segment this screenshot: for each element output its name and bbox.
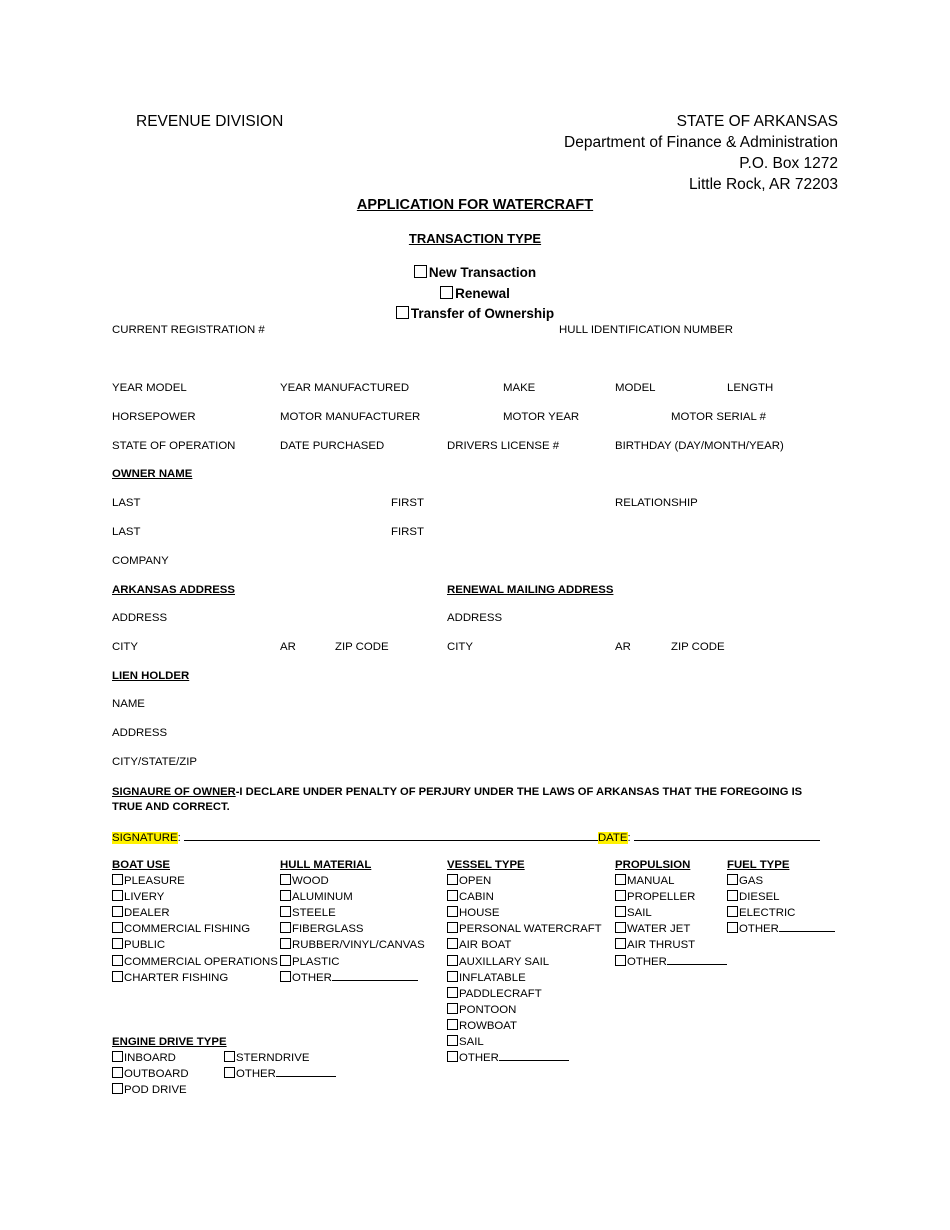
checkbox-icon[interactable] (112, 922, 123, 933)
drivers-license-label: DRIVERS LICENSE # (447, 440, 560, 452)
state-name: STATE OF ARKANSAS (676, 113, 838, 130)
hull-material-option-other[interactable]: OTHER (280, 970, 425, 986)
checkbox-icon[interactable] (447, 890, 458, 901)
ar-address-label: ADDRESS (112, 612, 168, 624)
model-label: MODEL (615, 382, 656, 394)
checkbox-icon[interactable] (447, 987, 458, 998)
transaction-option-transfer[interactable]: Transfer of Ownership (0, 306, 950, 321)
checkbox-icon[interactable] (440, 286, 453, 299)
checkbox-icon[interactable] (727, 874, 738, 885)
checkbox-icon[interactable] (615, 874, 626, 885)
propulsion-group (615, 857, 727, 970)
renewal-address-heading: RENEWAL MAILING ADDRESS (447, 584, 614, 596)
hull-material-option[interactable]: ALUMINUM (280, 889, 425, 905)
renewal-zip-label: ZIP CODE (671, 641, 725, 653)
fuel-type-option[interactable]: ELECTRIC (727, 905, 835, 921)
transaction-option-renewal[interactable]: Renewal (0, 286, 950, 301)
checkbox-icon[interactable] (447, 1051, 458, 1062)
checkbox-icon[interactable] (615, 938, 626, 949)
ar-zip-label: ZIP CODE (335, 641, 389, 653)
form-title: APPLICATION FOR WATERCRAFT (356, 197, 594, 213)
hull-material-option[interactable]: RUBBER/VINYL/CANVAS (280, 937, 425, 953)
checkbox-icon[interactable] (447, 1035, 458, 1046)
vessel-type-option[interactable]: PADDLECRAFT (447, 986, 602, 1002)
other-input[interactable] (276, 1066, 336, 1077)
checkbox-icon[interactable] (280, 955, 291, 966)
checkbox-icon[interactable] (224, 1067, 235, 1078)
owner-name-heading: OWNER NAME (112, 468, 193, 480)
date-label: DATE (597, 832, 628, 844)
signature-label: SIGNATURE (112, 832, 178, 844)
fuel-type-option[interactable]: GAS (727, 873, 835, 889)
signature-row: SIGNATURE: DATE: (112, 829, 820, 844)
propulsion-option[interactable]: MANUAL (615, 873, 727, 889)
checkbox-icon[interactable] (280, 922, 291, 933)
checkbox-icon[interactable] (447, 906, 458, 917)
horsepower-label: HORSEPOWER (112, 411, 196, 423)
lien-address-label: ADDRESS (112, 727, 168, 739)
city-address: Little Rock, AR 72203 (688, 176, 838, 193)
boat-use-option[interactable]: LIVERY (112, 889, 278, 905)
owner-last-label: LAST (112, 497, 141, 509)
checkbox-icon[interactable] (414, 265, 427, 278)
checkbox-icon[interactable] (615, 906, 626, 917)
owner-first-label-2: FIRST (391, 526, 424, 538)
engine-drive-option[interactable]: STERNDRIVE (224, 1050, 336, 1066)
vessel-type-option-other[interactable]: OTHER (447, 1050, 602, 1066)
vessel-type-option[interactable]: PONTOON (447, 1002, 602, 1018)
checkbox-icon[interactable] (112, 874, 123, 885)
checkbox-icon[interactable] (615, 955, 626, 966)
motor-year-label: MOTOR YEAR (503, 411, 580, 423)
boat-use-option[interactable]: COMMERCIAL FISHING (112, 921, 278, 937)
checkbox-icon[interactable] (447, 938, 458, 949)
engine-drive-option[interactable]: OUTBOARD (112, 1066, 227, 1082)
checkbox-icon[interactable] (112, 1083, 123, 1094)
fuel-type-group (727, 857, 835, 937)
fuel-type-heading: FUEL TYPE (727, 859, 790, 871)
boat-use-group (112, 857, 278, 986)
revenue-division: REVENUE DIVISION (136, 113, 284, 130)
transaction-option-new[interactable]: New Transaction (0, 265, 950, 280)
lien-holder-heading: LIEN HOLDER (112, 670, 190, 682)
current-registration-label: CURRENT REGISTRATION # (112, 324, 265, 336)
lien-city-state-zip-label: CITY/STATE/ZIP (112, 756, 198, 768)
date-input[interactable] (634, 829, 820, 841)
checkbox-icon[interactable] (447, 1003, 458, 1014)
checkbox-icon[interactable] (112, 971, 123, 982)
other-input[interactable] (779, 921, 835, 932)
checkbox-icon[interactable] (280, 906, 291, 917)
checkbox-icon[interactable] (447, 1019, 458, 1030)
checkbox-icon[interactable] (280, 971, 291, 982)
hull-material-option[interactable]: STEELE (280, 905, 425, 921)
signature-input[interactable] (184, 829, 598, 841)
other-input[interactable] (499, 1050, 569, 1061)
propulsion-option[interactable]: PROPELLER (615, 889, 727, 905)
checkbox-icon[interactable] (112, 938, 123, 949)
owner-last-label-2: LAST (112, 526, 141, 538)
arkansas-address-heading: ARKANSAS ADDRESS (112, 584, 235, 596)
boat-use-option[interactable]: PUBLIC (112, 937, 278, 953)
renewal-state-label: AR (615, 641, 631, 653)
fuel-type-option-other[interactable]: OTHER (727, 921, 835, 937)
year-manufactured-label: YEAR MANUFACTURED (280, 382, 410, 394)
hull-material-group (280, 857, 425, 986)
vessel-type-heading: VESSEL TYPE (447, 859, 525, 871)
boat-use-option[interactable]: DEALER (112, 905, 278, 921)
hull-material-heading: HULL MATERIAL (280, 859, 372, 871)
checkbox-icon[interactable] (280, 874, 291, 885)
propulsion-option[interactable]: AIR THRUST (615, 937, 727, 953)
boat-use-heading: BOAT USE (112, 859, 171, 871)
declaration-text: SIGNAURE OF OWNER-I DECLARE UNDER PENALTY OF PERJURY UNDER THE LAWS OF ARKANSAS THAT THE FOREGOING IS TRUE AND CORRECT. (112, 786, 803, 813)
declaration-label: SIGNAURE OF OWNER (112, 786, 236, 798)
checkbox-icon[interactable] (447, 922, 458, 933)
renewal-address-label: ADDRESS (447, 612, 503, 624)
po-box: P.O. Box 1272 (739, 155, 838, 172)
department-name: Department of Finance & Administration (564, 134, 838, 151)
other-input[interactable] (667, 954, 727, 965)
length-label: LENGTH (727, 382, 774, 394)
checkbox-icon[interactable] (112, 906, 123, 917)
vessel-type-option[interactable]: OPEN (447, 873, 602, 889)
birthday-label: BIRTHDAY (DAY/MONTH/YEAR) (615, 440, 784, 452)
vessel-type-option[interactable]: ROWBOAT (447, 1018, 602, 1034)
vessel-type-option[interactable]: INFLATABLE (447, 970, 602, 986)
checkbox-icon[interactable] (112, 955, 123, 966)
checkbox-icon[interactable] (447, 955, 458, 966)
engine-drive-group (112, 1034, 227, 1098)
propulsion-option[interactable]: SAIL (615, 905, 727, 921)
date-purchased-label: DATE PURCHASED (280, 440, 385, 452)
boat-use-option[interactable]: CHARTER FISHING (112, 970, 278, 986)
checkbox-icon[interactable] (727, 922, 738, 933)
other-input[interactable] (332, 970, 418, 981)
boat-use-option[interactable]: PLEASURE (112, 873, 278, 889)
transaction-type-heading: TRANSACTION TYPE (408, 231, 542, 246)
checkbox-icon[interactable] (615, 922, 626, 933)
hull-id-label: HULL IDENTIFICATION NUMBER (559, 324, 734, 336)
checkbox-icon[interactable] (447, 874, 458, 885)
make-label: MAKE (503, 382, 536, 394)
motor-manufacturer-label: MOTOR MANUFACTURER (280, 411, 421, 423)
year-model-label: YEAR MODEL (112, 382, 187, 394)
vessel-type-option[interactable]: AUXILLARY SAIL (447, 954, 602, 970)
checkbox-icon[interactable] (727, 890, 738, 901)
checkbox-icon[interactable] (280, 938, 291, 949)
company-label: COMPANY (112, 555, 169, 567)
motor-serial-label: MOTOR SERIAL # (671, 411, 766, 423)
checkbox-icon[interactable] (396, 306, 409, 319)
relationship-label: RELATIONSHIP (615, 497, 698, 509)
checkbox-icon[interactable] (280, 890, 291, 901)
owner-first-label: FIRST (391, 497, 424, 509)
renewal-city-label: CITY (447, 641, 473, 653)
engine-drive-heading: ENGINE DRIVE TYPE (112, 1036, 227, 1048)
checkbox-icon[interactable] (727, 906, 738, 917)
engine-drive-group-2 (224, 1050, 336, 1082)
propulsion-option-other[interactable]: OTHER (615, 954, 727, 970)
vessel-type-option[interactable]: HOUSE (447, 905, 602, 921)
checkbox-icon[interactable] (112, 1067, 123, 1078)
vessel-type-option[interactable]: SAIL (447, 1034, 602, 1050)
vessel-type-option[interactable]: PERSONAL WATERCRAFT (447, 921, 602, 937)
engine-drive-option[interactable]: POD DRIVE (112, 1082, 227, 1098)
boat-use-option[interactable]: COMMERCIAL OPERATIONS (112, 954, 278, 970)
ar-state-label: AR (280, 641, 296, 653)
vessel-type-option[interactable]: AIR BOAT (447, 937, 602, 953)
propulsion-heading: PROPULSION (615, 859, 691, 871)
ar-city-label: CITY (112, 641, 138, 653)
engine-drive-option-other[interactable]: OTHER (224, 1066, 336, 1082)
checkbox-icon[interactable] (447, 971, 458, 982)
lien-name-label: NAME (112, 698, 145, 710)
vessel-type-option[interactable]: CABIN (447, 889, 602, 905)
checkbox-icon[interactable] (112, 890, 123, 901)
hull-material-option[interactable]: FIBERGLASS (280, 921, 425, 937)
propulsion-option[interactable]: WATER JET (615, 921, 727, 937)
state-of-operation-label: STATE OF OPERATION (112, 440, 236, 452)
vessel-type-group (447, 857, 602, 1066)
checkbox-icon[interactable] (112, 1051, 123, 1062)
checkbox-icon[interactable] (224, 1051, 235, 1062)
fuel-type-option[interactable]: DIESEL (727, 889, 835, 905)
engine-drive-option[interactable]: INBOARD (112, 1050, 227, 1066)
hull-material-option[interactable]: PLASTIC (280, 954, 425, 970)
hull-material-option[interactable]: WOOD (280, 873, 425, 889)
checkbox-icon[interactable] (615, 890, 626, 901)
